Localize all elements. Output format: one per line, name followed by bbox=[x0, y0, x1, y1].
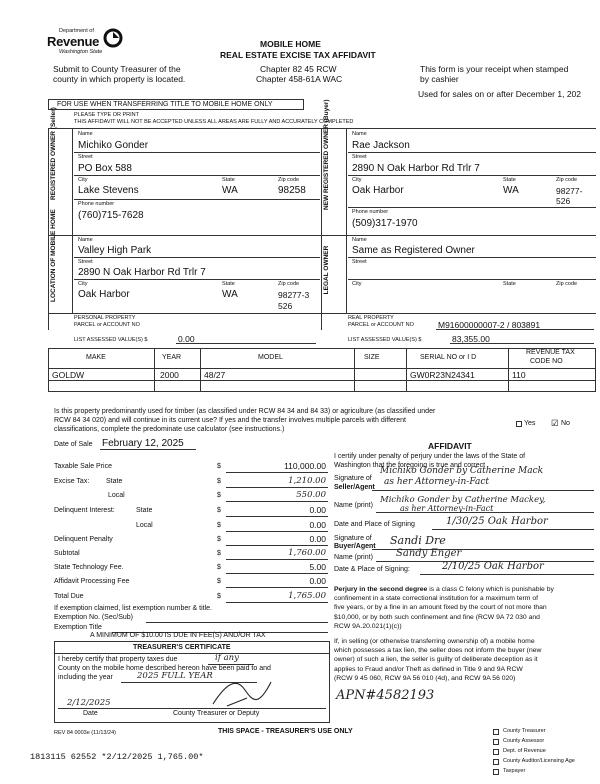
taxable-sale-price[interactable]: 110,000.00 bbox=[284, 461, 326, 471]
dept-state: Washington State bbox=[59, 49, 103, 55]
location-zip-2[interactable]: 526 bbox=[278, 301, 293, 311]
dist-taxpayer-checkbox[interactable] bbox=[493, 769, 499, 775]
col-revenue-2: CODE NO bbox=[530, 358, 563, 365]
buyer-name[interactable]: Rae Jackson bbox=[352, 140, 410, 151]
treasurer-signature bbox=[207, 676, 277, 710]
transfer-box bbox=[48, 99, 304, 110]
buyer-state[interactable]: WA bbox=[503, 185, 519, 196]
transfer-box-label: FOR USE WHEN TRANSFERRING TITLE TO MOBILE HOME ONLY bbox=[57, 101, 273, 108]
personal-assessed-value[interactable]: 0.00 bbox=[178, 334, 195, 344]
seller-zip[interactable]: 98258 bbox=[278, 185, 306, 196]
legal-owner-name[interactable]: Same as Registered Owner bbox=[352, 245, 475, 256]
used-for-note: Used for sales on or after December 1, 202 bbox=[418, 89, 581, 99]
date-of-sale-value[interactable]: February 12, 2025 bbox=[102, 438, 184, 449]
location-state[interactable]: WA bbox=[222, 289, 238, 300]
minimum-note: A MINIMUM OF $10.00 IS DUE IN FEE(S) AND/OR TAX bbox=[90, 632, 266, 639]
taxes-due-hand: if any bbox=[215, 653, 239, 663]
location-city[interactable]: Oak Harbor bbox=[78, 289, 130, 300]
treasurer-title: TREASURER'S CERTIFICATE bbox=[133, 644, 231, 651]
legal-block: Name Same as Registered Owner Street City State Zip code bbox=[348, 235, 596, 315]
distribution-list: County Treasurer County Assessor Dept. of Revenue County Auditor/Licensing Age Taxpayer bbox=[493, 727, 598, 782]
seller-phone[interactable]: (760)715-7628 bbox=[78, 210, 144, 221]
perjury-note: Perjury in the second degree is a class C felony which is punishable by confinement in a state correctional institution for a maximum term of five years, or by a fine in an amount fixed by the court of not more than $10,000, or by both such confinement and fine (RCW 9A 72 030 and RCW 9A.20.021(1)(c)) bbox=[334, 586, 554, 630]
location-name[interactable]: Valley High Park bbox=[78, 245, 152, 256]
timber-no-label: No bbox=[561, 420, 570, 427]
buyer-block: Name Rae Jackson Street 2890 N Oak Harbor Rd Trlr 7 City State Zip code Oak Harbor WA 98277- 526 Phone number (509)317-1970 bbox=[348, 128, 596, 234]
seller-block: Name Michiko Gonder Street PO Box 588 City State Zip code Lake Stevens WA 98258 Phone number (760)715-7628 bbox=[74, 128, 320, 234]
dist-auditor-checkbox[interactable] bbox=[493, 759, 499, 765]
location-zip-1[interactable]: 98277-3 bbox=[278, 290, 310, 300]
location-street[interactable]: 2890 N Oak Harbor Rd Trlr 7 bbox=[78, 267, 206, 278]
delinquent-penalty[interactable]: 0.00 bbox=[309, 534, 326, 544]
chapter-2: Chapter 458-61A WAC bbox=[256, 74, 343, 84]
revenue-logo bbox=[47, 28, 127, 62]
seller-side-label: REGISTERED OWNER (Seller) bbox=[50, 107, 57, 200]
real-account-no[interactable]: M91600000007-2 / 803891 bbox=[438, 320, 541, 330]
submit-note-2: county in which property is located. bbox=[53, 74, 186, 84]
col-serial: SERIAL NO or I D bbox=[420, 354, 477, 361]
delinquent-interest-local[interactable]: 0.00 bbox=[309, 520, 326, 530]
seller-signature[interactable]: Michiko Gonder by Catherine Mack bbox=[380, 466, 544, 476]
buyer-signature[interactable]: Sandi Dre bbox=[390, 534, 446, 547]
subtotal[interactable]: 1,760.00 bbox=[288, 548, 326, 558]
processing-fee[interactable]: 0.00 bbox=[309, 576, 326, 586]
revenue-logo-icon bbox=[103, 28, 123, 48]
buyer-phone[interactable]: (509)317-1970 bbox=[352, 218, 418, 229]
col-size: SIZE bbox=[364, 354, 380, 361]
receipt-note-2: by cashier bbox=[420, 74, 459, 84]
total-due[interactable]: 1,765.00 bbox=[288, 591, 326, 601]
buyer-city[interactable]: Oak Harbor bbox=[352, 185, 404, 196]
home-make[interactable]: GOLDW bbox=[52, 370, 85, 380]
home-year[interactable]: 2000 bbox=[160, 370, 179, 380]
col-model: MODEL bbox=[258, 354, 283, 361]
seller-city[interactable]: Lake Stevens bbox=[78, 185, 139, 196]
buyer-print-name[interactable]: Sandy Enger bbox=[396, 548, 462, 559]
submit-note-1: Submit to County Treasurer of the bbox=[53, 64, 181, 74]
timber-no-checkbox[interactable]: ☑ bbox=[551, 418, 559, 428]
selling-note: If, in selling (or otherwise transferring ownership of) a mobile home which possesses a tax lien, the seller does not inform the buyer (new owner) of such a lien, the seller is guilty of deliberate deception as it applies to Fraud and/or Theft as defined in Title 9 and 9A RCW (RCW 9 45 060, RCW 9A 56 010 (4d), and RCW 9A 56 020) bbox=[334, 638, 542, 682]
location-side-label: LOCATION OF MOBILE HOME bbox=[50, 209, 57, 302]
date-of-sale-label: Date of Sale bbox=[54, 441, 93, 448]
dist-revenue-checkbox[interactable] bbox=[493, 749, 499, 755]
seller-print-name[interactable]: Michiko Gonder by Catherine Mackey, bbox=[380, 495, 546, 505]
buyer-zip-2[interactable]: 526 bbox=[556, 196, 571, 206]
real-assessed-value[interactable]: 83,355.00 bbox=[452, 334, 490, 344]
timber-q3: classifications, complete the predominate use calculator (see instructions.) bbox=[54, 426, 285, 433]
tax-calculation: Taxable Sale Price $ 110,000.00 Excise Tax: State $ 1,210.00 Local $ 550.00 Delinquent Interest: State $ 0.00 Local $ 0.00 Delinquent Penalty $ 0.00 Subtotal $ 1,760.00 State Technology Fee. $ 5.00 Affidavit Processing Fee $ 0.00 Total Due $ 1,765.00 If exemption claimed, list exemption number & title. bbox=[54, 461, 326, 612]
col-make: MAKE bbox=[86, 354, 106, 361]
dept-revenue: Revenue bbox=[47, 34, 100, 49]
affidavit-title: AFFIDAVIT bbox=[428, 441, 472, 451]
legal-side-label: LEGAL OWNER bbox=[323, 245, 330, 295]
seller-sign-date[interactable]: 1/30/25 Oak Harbor bbox=[446, 516, 548, 527]
tech-fee[interactable]: 5.00 bbox=[309, 562, 326, 572]
seller-signature-2: as her Attorney-in-Fact bbox=[384, 477, 490, 487]
buyer-sign-date[interactable]: 2/10/25 Oak Harbor bbox=[442, 561, 544, 572]
apn-number: APN#4582193 bbox=[336, 688, 435, 703]
location-block: Name Valley High Park Street 2890 N Oak Harbor Rd Trlr 7 City State Zip code Oak Harbor WA 98277-3 526 bbox=[74, 235, 320, 315]
paid-year-hand: 2025 FULL YEAR bbox=[137, 671, 213, 681]
form-title-1: MOBILE HOME bbox=[260, 39, 321, 49]
treasurer-certificate: TREASURER'S CERTIFICATE I hereby certify that property taxes due if any County on the mobile home described hereon have been paid to and including the year 2025 FULL YEAR 2/12/2025 Date County Treasurer or Deputy bbox=[54, 641, 330, 723]
please-type: PLEASE TYPE OR PRINT bbox=[74, 112, 140, 118]
dist-assessor-checkbox[interactable] bbox=[493, 739, 499, 745]
seller-state[interactable]: WA bbox=[222, 185, 238, 196]
timber-yes-checkbox[interactable] bbox=[516, 421, 522, 427]
timber-yes-label: Yes bbox=[524, 420, 536, 427]
seller-print-name-2: as her Attorney-in-Fact bbox=[400, 504, 494, 513]
timber-q1: Is this property predominantly used for timber (as classified under RCW 84 34 and 84 33) or agriculture (as classified under bbox=[54, 408, 436, 415]
excise-state[interactable]: 1,210.00 bbox=[288, 476, 326, 486]
delinquent-interest-state[interactable]: 0.00 bbox=[309, 505, 326, 515]
buyer-zip-1[interactable]: 98277- bbox=[556, 186, 583, 196]
dept-line: Department of bbox=[59, 28, 94, 34]
timber-q2: RCW 84 34 020) and will continue in its current use? If yes and the transfer involves multiple parcels with different bbox=[54, 417, 406, 424]
treasurer-date-hand: 2/12/2025 bbox=[67, 698, 111, 708]
chapter-1: Chapter 82 45 RCW bbox=[260, 64, 337, 74]
not-accepted: THIS AFFIDAVIT WILL NOT BE ACCEPTED UNLESS ALL AREAS ARE FULLY AND ACCURATELY COMPLETED bbox=[74, 119, 354, 125]
home-table bbox=[48, 348, 596, 392]
treasurer-use-only: THIS SPACE - TREASURER'S USE ONLY bbox=[218, 728, 353, 735]
home-model[interactable]: 48/27 bbox=[204, 370, 226, 380]
col-year: YEAR bbox=[162, 354, 182, 361]
seller-name[interactable]: Michiko Gonder bbox=[78, 140, 149, 151]
rev-code: REV 84 0003e (11/13/24) bbox=[54, 730, 116, 736]
col-revenue-1: REVENUE TAX bbox=[526, 349, 575, 356]
buyer-street[interactable]: 2890 N Oak Harbor Rd Trlr 7 bbox=[352, 163, 480, 174]
dist-treasurer-checkbox[interactable] bbox=[493, 729, 499, 735]
seller-street[interactable]: PO Box 588 bbox=[78, 163, 132, 174]
form-title-2: REAL ESTATE EXCISE TAX AFFIDAVIT bbox=[220, 50, 376, 60]
cashier-stamp: 1813115 62552 *2/12/2025 1,765.00* bbox=[30, 752, 204, 762]
buyer-side-label: NEW REGISTERED OWNER (Buyer) bbox=[323, 99, 330, 210]
excise-local[interactable]: 550.00 bbox=[296, 490, 326, 500]
home-serial[interactable]: GW0R23N24341 bbox=[410, 370, 475, 380]
home-revenue-code[interactable]: 110 bbox=[512, 370, 526, 380]
receipt-note-1: This form is your receipt when stamped bbox=[420, 64, 569, 74]
